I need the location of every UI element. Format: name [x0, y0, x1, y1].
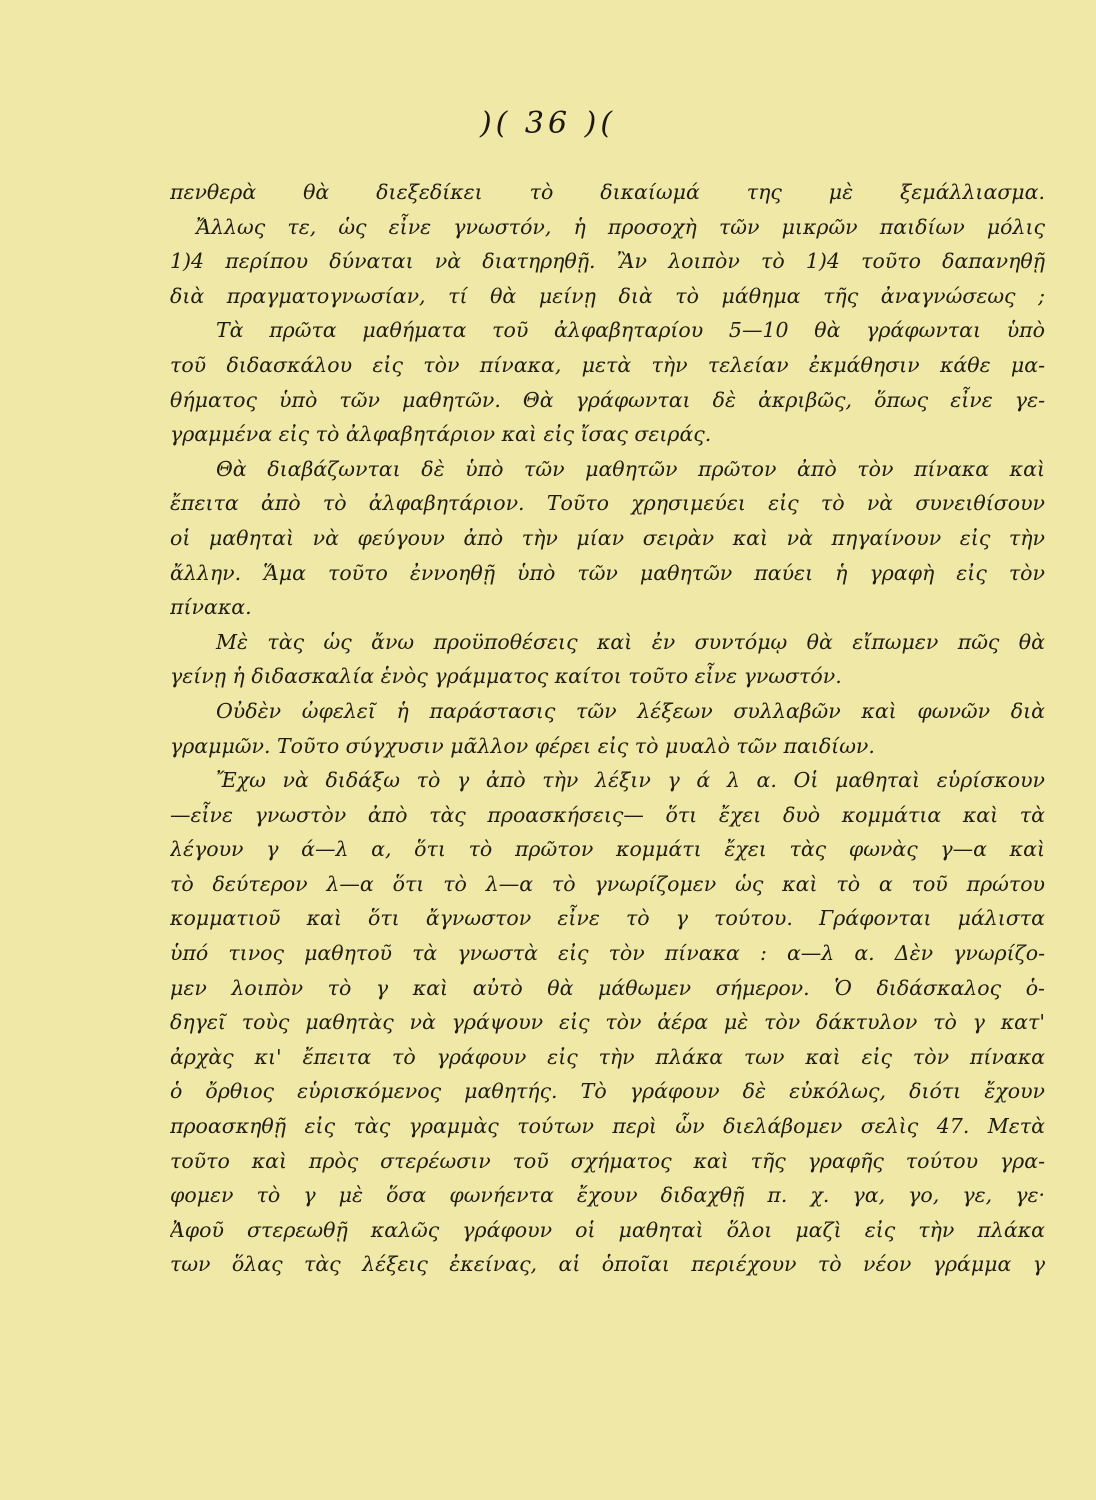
text-line: προασκηθῇ εἰς τὰς γραμμὰς τούτων περὶ ὧν διελάβομεν σελὶς 47. Μετὰ	[170, 1114, 1045, 1139]
text-line: ὁ ὄρθιος εὑρισκόμενος μαθητής. Τὸ γράφουν δὲ εὐκόλως, διότι ἔχουν	[170, 1079, 1045, 1104]
text-line: ὑπό τινος μαθητοῦ τὰ γνωστὰ εἰς τὸν πίνακα : α—λ α. Δὲν γνωρίζο-	[170, 941, 1045, 966]
text-line: Ἀφοῦ στερεωθῇ καλῶς γράφουν οἱ μαθηταὶ ὅλοι μαζὶ εἰς τὴν πλάκα	[170, 1217, 1045, 1242]
text-line: Οὐδὲν ὠφελεῖ ἡ παράστασις τῶν λέξεων συλλαβῶν καὶ φωνῶν διὰ	[216, 698, 1045, 723]
text-line: ἄλλην. Ἅμα τοῦτο ἐννοηθῇ ὑπὸ τῶν μαθητῶν παύει ἡ γραφὴ εἰς τὸν	[170, 560, 1045, 585]
text-line: γείνῃ ἡ διδασκαλία ἑνὸς γράμματος καίτοι τοῦτο εἶνε γνωστόν.	[170, 664, 842, 689]
text-line: Θὰ διαβάζωνται δὲ ὑπὸ τῶν μαθητῶν πρῶτον ἀπὸ τὸν πίνακα καὶ	[216, 456, 1045, 481]
body-text	[170, 175, 1045, 1282]
text-line: λέγουν γ ά—λ α, ὅτι τὸ πρῶτον κομμάτι ἔχει τὰς φωνὰς γ—α καὶ	[170, 837, 1045, 862]
text-line: τὸ δεύτερον λ—α ὅτι τὸ λ—α τὸ γνωρίζομεν ὡς καὶ τὸ α τοῦ πρώτου	[170, 871, 1045, 896]
text-line: Τὰ πρῶτα μαθήματα τοῦ ἀλφαβηταρίου 5—10 θὰ γράφωνται ὑπὸ	[216, 318, 1045, 343]
text-line: δηγεῖ τοὺς μαθητὰς νὰ γράψουν εἰς τὸν ἀέρα μὲ τὸν δάκτυλον τὸ γ κατ'	[170, 1010, 1045, 1035]
text-line: ἀρχὰς κι' ἔπειτα τὸ γράφουν εἰς τὴν πλάκα των καὶ εἰς τὸν πίνακα	[170, 1044, 1045, 1069]
text-line: γραμμένα εἰς τὸ ἀλφαβητάριον καὶ εἰς ἴσας σειράς.	[170, 422, 712, 447]
text-line: γραμμῶν. Τοῦτο σύγχυσιν μᾶλλον φέρει εἰς τὸ μυαλὸ τῶν παιδίων.	[170, 733, 875, 758]
text-line: Ἔχω νὰ διδάξω τὸ γ ἀπὸ τὴν λέξιν γ ά λ α. Οἱ μαθηταὶ εὑρίσκουν	[216, 768, 1045, 793]
text-line: 1)4 περίπου δύναται νὰ διατηρηθῇ. Ἂν λοιπὸν τὸ 1)4 τοῦτο δαπανηθῇ	[170, 249, 1045, 274]
text-line: φομεν τὸ γ μὲ ὅσα φωνήεντα ἔχουν διδαχθῇ π. χ. γα, γο, γε, γε·	[170, 1183, 1045, 1208]
text-line: πενθερὰ θὰ διεξεδίκει τὸ δικαίωμά της μὲ ξεμάλλιασμα.	[170, 180, 1045, 204]
text-line: —εἶνε γνωστὸν ἀπὸ τὰς προασκήσεις— ὅτι ἔχει δυὸ κομμάτια καὶ τὰ	[170, 802, 1045, 827]
text-line: τοῦ διδασκάλου εἰς τὸν πίνακα, μετὰ τὴν τελείαν ἐκμάθησιν κάθε μα-	[170, 352, 1045, 377]
page-number: )( 36 )(	[479, 106, 617, 141]
text-line: Ἄλλως τε, ὡς εἶνε γνωστόν, ἡ προσοχὴ τῶν μικρῶν παιδίων μόλις	[196, 214, 1045, 239]
text-line: πίνακα.	[170, 595, 252, 620]
text-line: Μὲ τὰς ὡς ἄνω προϋποθέσεις καὶ ἐν συντόμῳ θὰ εἴπωμεν πῶς θὰ	[216, 629, 1045, 654]
text-line: κομματιοῦ καὶ ὅτι ἄγνωστον εἶνε τὸ γ τούτου. Γράφονται μάλιστα	[170, 906, 1045, 931]
text-line: των ὅλας τὰς λέξεις ἐκείνας, αἱ ὁποῖαι περιέχουν τὸ νέον γράμμα γ	[170, 1252, 1045, 1277]
text-line: τοῦτο καὶ πρὸς στερέωσιν τοῦ σχήματος καὶ τῆς γραφῆς τούτου γρα-	[170, 1148, 1045, 1173]
text-line: οἱ μαθηταὶ νὰ φεύγουν ἀπὸ τὴν μίαν σειρὰν καὶ νὰ πηγαίνουν εἰς τὴν	[170, 525, 1045, 550]
text-line: διὰ πραγματογνωσίαν, τί θὰ μείνῃ διὰ τὸ μάθημα τῆς ἀναγνώσεως ;	[170, 283, 1045, 308]
text-line: ἔπειτα ἀπὸ τὸ ἀλφαβητάριον. Τοῦτο χρησιμεύει εἰς τὸ νὰ συνειθίσουν	[170, 491, 1045, 516]
text-line: μεν λοιπὸν τὸ γ καὶ αὐτὸ θὰ μάθωμεν σήμερον. Ὁ διδάσκαλος ὁ-	[170, 975, 1045, 1000]
text-line: θήματος ὑπὸ τῶν μαθητῶν. Θὰ γράφωνται δὲ ἀκριβῶς, ὅπως εἶνε γε-	[170, 387, 1045, 412]
